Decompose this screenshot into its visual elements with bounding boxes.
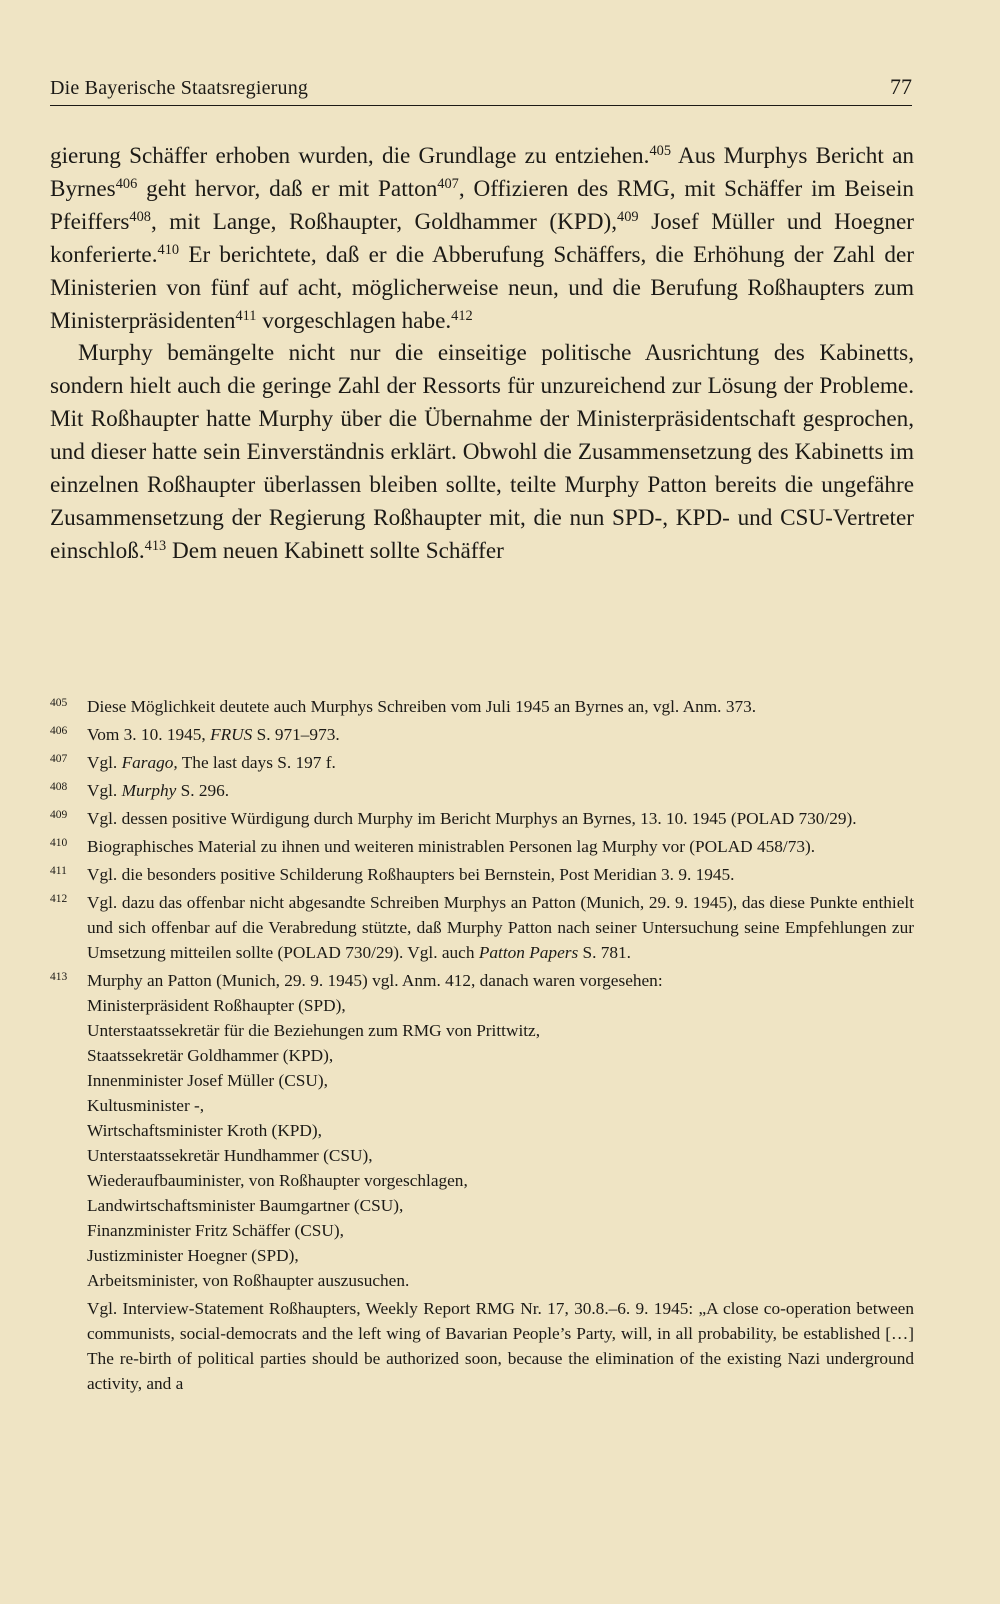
paragraph-2 [50, 337, 914, 567]
footnote-text [87, 750, 914, 775]
footnote-line: Kultusminister -, [87, 1096, 205, 1115]
text-run: Aus Murphys Bericht an Byrnes [50, 143, 914, 202]
footnote-text: Diese Möglichkeit deutete auch Murphys Schreiben vom Juli 1945 an Byrnes an, vgl. Anm. 373. [87, 697, 757, 716]
text-run: Vgl. [87, 781, 122, 800]
footnote-ref: 409 [617, 208, 639, 225]
footnote-line: Unterstaatssekretär Hundhammer (CSU), [87, 1146, 373, 1165]
footnote-413 [50, 968, 914, 1293]
footnote-line: Unterstaatssekretär für die Beziehungen zum RMG von Prittwitz, [87, 1021, 541, 1040]
text-run: Josef Müller und Hoegner konferierte. [50, 208, 914, 268]
footnote-line: Landwirtschaftsminister Baumgartner (CSU), [87, 1196, 404, 1215]
text-run: , Offizieren des RMG, mit Schäffer im Beisein Pfeiffers [50, 175, 914, 235]
footnote-410 [50, 834, 914, 859]
footnote-412 [50, 890, 914, 965]
footnote-number: 411 [50, 865, 67, 877]
footnote-number: 408 [50, 781, 68, 793]
main-text [50, 140, 914, 568]
footnote-ref: 406 [115, 176, 138, 192]
footnote-number: 410 [50, 837, 68, 849]
footnote-line: Finanzminister Fritz Schäffer (CSU), [87, 1221, 344, 1240]
footnote-line: Innenminister Josef Müller (CSU), [87, 1071, 328, 1090]
footnote-number: 409 [50, 809, 68, 821]
footnote-line: Wiederaufbauminister, von Roßhaupter vorgeschlagen, [87, 1171, 468, 1190]
footnote-text [87, 890, 914, 965]
footnote-ref: 411 [235, 307, 257, 324]
footnote-number: 412 [50, 893, 68, 905]
page-number: 77 [890, 74, 912, 99]
text-run: geht hervor, daß er mit Patton [137, 175, 438, 202]
footnote-text [87, 968, 914, 1293]
text-run: Vgl. dazu das offenbar nicht abgesandte Schreiben Murphys an Patton (Munich, 29. 9. 1945), das diese Punkte enthielt und sich offenbar auf die Verabredung stützte, daß Murphy Patton nach seiner Untersuchung seine Empfehlungen zur Umsetzung mitteilen sollte (POLAD 730/29). Vgl. auch [87, 893, 914, 962]
text-run: vorgeschlagen habe. [256, 307, 452, 334]
footnote-text: Vgl. die besonders positive Schilderung Roßhaupters bei Bernstein, Post Meridian 3. 9. 1945. [87, 865, 735, 884]
footnote-text [87, 778, 914, 803]
italic-author: Murphy [121, 781, 177, 800]
running-head [50, 74, 912, 106]
running-title: Die Bayerische Staatsregierung [50, 77, 309, 99]
footnotes [50, 694, 914, 1396]
footnote-continuation: Vgl. Interview-Statement Roßhaupters, Weekly Report RMG Nr. 17, 30.8.–6. 9. 1945: „A close co-operation between communists, social-democrats and the left wing of Bavarian People’s Party, will, in all probability, be established […] The re-birth of political parties should be authorized soon, because the elimination of the existing Nazi underground activity, and a [87, 1299, 914, 1393]
text-run: The last days S. 197 f. [177, 753, 336, 772]
text-run: Vom 3. 10. 1945, [87, 725, 211, 744]
text-run: gierung Schäffer erhoben wurden, die Grundlage zu entziehen. [50, 143, 650, 169]
footnote-ref: 410 [157, 241, 180, 258]
footnote-411 [50, 862, 914, 887]
text-run: Murphy bemängelte nicht nur die einseitige politische Ausrichtung des Kabinetts, sondern hielt auch die geringe Zahl der Ressorts für unzureichend zur Lösung der Probleme. Mit Roßhaupter hatte Murphy über die Übernahme der Ministerpräsidentschaft gesprochen, und dieser hatte sein Einverständnis erklärt. Obwohl die Zusammensetzung des Kabinetts im einzelnen Roßhaupter überlassen bleiben sollte, teilte Murphy Patton bereits die ungefähre Zusammensetzung der Regierung Roßhaupter mit, die nun SPD-, KPD- und CSU-Vertreter einschloß. [50, 340, 914, 564]
footnote-406 [50, 722, 914, 747]
text-run: S. 971–973. [252, 725, 340, 744]
italic-title: FRUS [210, 725, 253, 744]
footnote-line: Justizminister Hoegner (SPD), [87, 1246, 299, 1265]
text-run: S. 296. [176, 781, 230, 800]
footnote-number: 405 [50, 697, 68, 709]
footnote-text: Biographisches Material zu ihnen und weiteren ministrablen Personen lag Murphy vor (POLAD 458/73). [87, 837, 816, 856]
footnote-line: Ministerpräsident Roßhaupter (SPD), [87, 996, 346, 1015]
footnote-407 [50, 750, 914, 775]
footnote-number: 407 [50, 753, 68, 765]
footnote-405 [50, 694, 914, 719]
footnote-line: Arbeitsminister, von Roßhaupter auszusuchen. [87, 1271, 410, 1290]
footnote-ref: 405 [649, 143, 672, 160]
footnote-number: 413 [50, 971, 68, 983]
italic-author: Farago, [121, 753, 178, 772]
italic-title: Patton Papers [478, 943, 579, 962]
text-run: Vgl. [87, 753, 122, 772]
footnote-line: Wirtschaftsminister Kroth (KPD), [87, 1121, 322, 1140]
footnote-ref: 413 [144, 537, 167, 554]
footnote-ref: 407 [437, 176, 459, 192]
text-run: Er berichtete, daß er die Abberufung Schäffers, die Erhöhung der Zahl der Ministerien von fünf auf acht, möglicherweise neun, und die Berufung Roßhaupters zum Ministerpräsidenten [50, 241, 914, 334]
footnote-409 [50, 806, 914, 831]
text-run: , mit Lange, Roßhaupter, Goldhammer (KPD), [150, 208, 617, 235]
footnote-text: Vgl. dessen positive Würdigung durch Murphy im Bericht Murphys an Byrnes, 13. 10. 1945 (POLAD 730/29). [87, 809, 857, 828]
footnote-line: Murphy an Patton (Munich, 29. 9. 1945) vgl. Anm. 412, danach waren vorgesehen: [87, 971, 663, 990]
footnote-408 [50, 778, 914, 803]
footnote-line: Staatssekretär Goldhammer (KPD), [87, 1046, 334, 1065]
paragraph-1 [50, 140, 914, 337]
footnote-ref: 412 [451, 307, 473, 324]
footnote-text [87, 722, 914, 747]
footnote-number: 406 [50, 725, 68, 737]
text-run: Dem neuen Kabinett sollte Schäffer [166, 537, 504, 564]
text-run: S. 781. [578, 943, 632, 962]
footnote-ref: 408 [129, 208, 151, 225]
